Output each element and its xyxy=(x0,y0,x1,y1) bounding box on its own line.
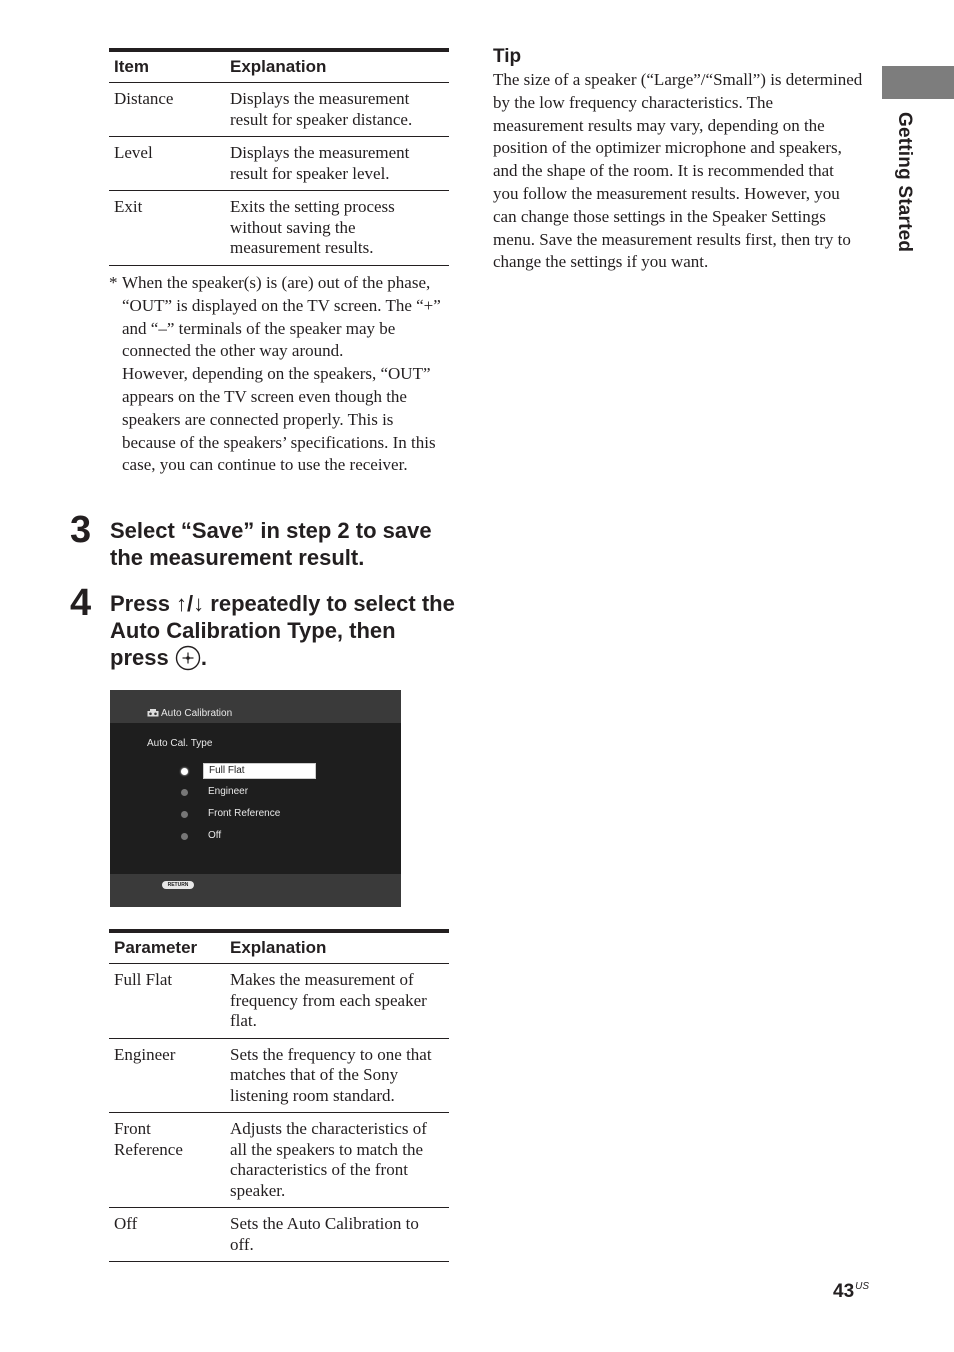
osd-option-off[interactable] xyxy=(180,830,390,846)
step-instruction xyxy=(110,590,455,671)
osd-option-label: Front Reference xyxy=(208,808,281,819)
osd-title-text: Auto Calibration xyxy=(161,708,233,719)
explanation-cell: Sets the Auto Calibration to off. xyxy=(225,1208,449,1262)
radio-dot-icon xyxy=(181,768,188,775)
column-header-item: Item xyxy=(109,50,225,83)
osd-option-label: Off xyxy=(208,830,222,841)
table-row xyxy=(109,1038,449,1113)
radio-dot-icon xyxy=(181,811,188,818)
radio-dot-icon xyxy=(181,789,188,796)
parameter-cell: Engineer xyxy=(109,1038,225,1113)
parameter-explanation-table xyxy=(109,929,449,1262)
page-region-suffix: US xyxy=(855,1281,870,1292)
explanation-cell: Displays the measurement result for speaker distance. xyxy=(225,83,449,137)
section-tab-label: Getting Started xyxy=(894,112,915,253)
item-cell: Level xyxy=(109,137,225,191)
parameter-cell: Off xyxy=(109,1208,225,1262)
tip-box xyxy=(493,45,863,274)
step-4 xyxy=(70,582,455,671)
step-3 xyxy=(70,509,455,571)
osd-option-front-reference[interactable] xyxy=(180,808,390,824)
step-instruction-text: Press ↑/↓ repeatedly to select the Auto Calibration Type, then press xyxy=(110,591,455,670)
enter-button-icon xyxy=(175,645,201,671)
osd-option-label: Engineer xyxy=(208,786,249,797)
table-row xyxy=(109,191,449,266)
table-header-row xyxy=(109,931,449,964)
step-number: 3 xyxy=(70,509,92,551)
tip-heading: Tip xyxy=(493,46,522,67)
osd-subtitle: Auto Cal. Type xyxy=(147,738,213,749)
column-header-parameter: Parameter xyxy=(109,931,225,964)
step-number: 4 xyxy=(70,582,92,624)
table-row xyxy=(109,137,449,191)
osd-title xyxy=(147,708,232,719)
item-cell: Exit xyxy=(109,191,225,266)
step-instruction: Select “Save” in step 2 to save the measurement result. xyxy=(110,518,432,570)
parameter-cell: Full Flat xyxy=(109,964,225,1039)
item-cell: Distance xyxy=(109,83,225,137)
parameter-cell: Front Reference xyxy=(109,1113,225,1208)
footnote xyxy=(109,272,449,477)
table-header-row xyxy=(109,50,449,83)
auto-calibration-screen xyxy=(110,690,401,907)
step-instruction-end: . xyxy=(200,645,207,670)
section-tab-marker xyxy=(882,66,954,99)
table-row xyxy=(109,1113,449,1208)
return-button[interactable]: RETURN xyxy=(162,881,194,889)
footnote-text-continued: However, depending on the speakers, “OUT” appears on the TV screen even though the speakers are connected properly. This is because of the speakers’ specifications. In this case, you can continue to use the receiver. xyxy=(122,364,436,475)
osd-footer-bar xyxy=(110,874,401,907)
osd-option-label: Full Flat xyxy=(203,763,316,779)
footnote-mark: * xyxy=(109,273,118,292)
speaker-setup-icon xyxy=(147,709,159,717)
footnote-text: When the speaker(s) is (are) out of the phase, “OUT” is displayed on the TV screen. The “+” and “–” terminals of the speaker may be connected the other way around. xyxy=(122,273,441,361)
table-row xyxy=(109,1208,449,1262)
item-explanation-table xyxy=(109,48,449,266)
table-row xyxy=(109,964,449,1039)
osd-option-engineer[interactable] xyxy=(180,786,390,802)
osd-option-full-flat[interactable] xyxy=(180,765,390,781)
column-header-explanation: Explanation xyxy=(225,931,449,964)
page-number-value: 43 xyxy=(833,1281,855,1302)
explanation-cell: Makes the measurement of frequency from each speaker flat. xyxy=(225,964,449,1039)
tip-text: The size of a speaker (“Large”/“Small”) is determined by the low frequency characteristics. The measurement results may vary, depending on the position of the optimizer microphone and speakers, and the shape of the room. It is recommended that you follow the measurement results. However, you can change those settings in the Speaker Settings menu. Save the measurement results first, then try to change the settings if you want. xyxy=(493,70,863,272)
explanation-cell: Displays the measurement result for speaker level. xyxy=(225,137,449,191)
page-number xyxy=(833,1281,869,1303)
radio-dot-icon xyxy=(181,833,188,840)
explanation-cell: Exits the setting process without saving the measurement results. xyxy=(225,191,449,266)
table-row xyxy=(109,83,449,137)
column-header-explanation: Explanation xyxy=(225,50,449,83)
explanation-cell: Sets the frequency to one that matches that of the Sony listening room standard. xyxy=(225,1038,449,1113)
explanation-cell: Adjusts the characteristics of all the speakers to match the characteristics of the front speaker. xyxy=(225,1113,449,1208)
